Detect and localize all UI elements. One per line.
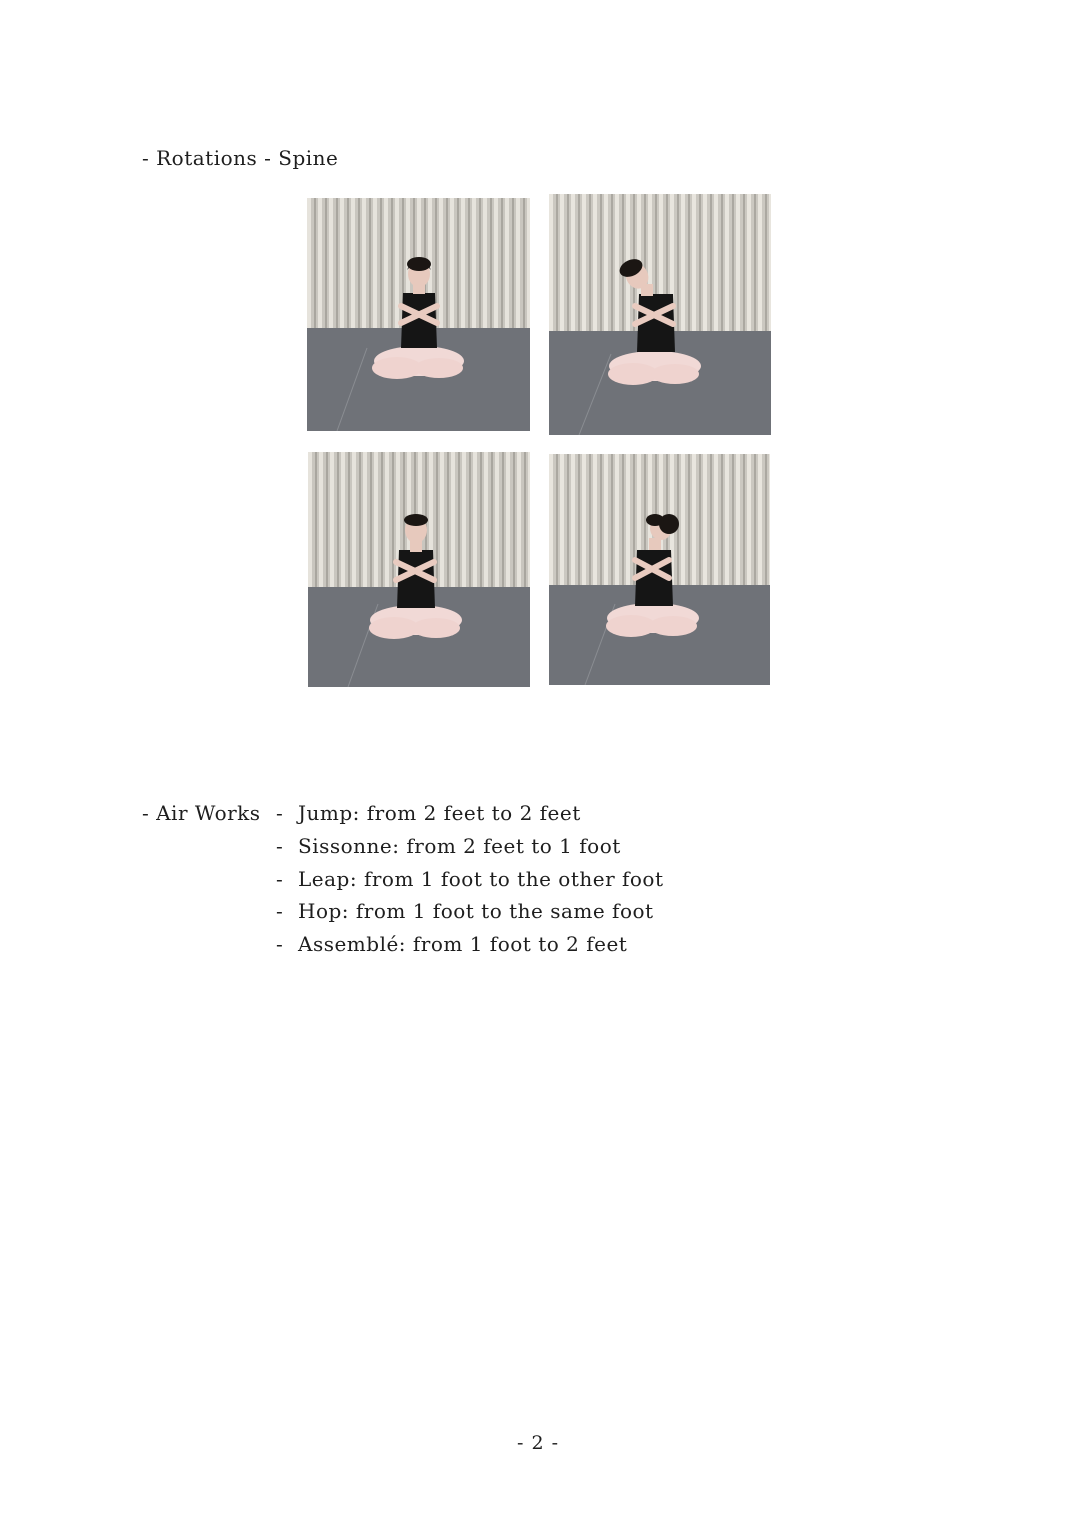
section-heading-air-works: - Air Works: [142, 801, 261, 825]
air-works-row: [142, 928, 664, 961]
air-works-row: [142, 830, 664, 863]
page-number: - 2 -: [516, 1432, 559, 1454]
list-item-jump: Jump: from 2 feet to 2 feet: [298, 801, 581, 825]
list-dash: -: [276, 866, 284, 891]
list-item-assemble: Assemblé: from 1 foot to 2 feet: [298, 932, 628, 957]
photo-rotation-4: [549, 454, 770, 685]
air-works-row: [142, 797, 664, 830]
air-works-section: [142, 797, 664, 961]
list-dash: -: [276, 932, 284, 957]
section-heading-rotations: - Rotations - Spine: [142, 146, 339, 170]
air-works-row: [142, 895, 664, 928]
air-works-row: [142, 863, 664, 896]
list-item-sissonne: Sissonne: from 2 feet to 1 foot: [298, 833, 621, 858]
photo-rotation-3: [308, 452, 530, 687]
photo-rotation-2: [549, 194, 771, 435]
list-dash: -: [276, 833, 284, 858]
list-item-leap: Leap: from 1 foot to the other foot: [298, 866, 664, 891]
list-dash: -: [276, 899, 284, 924]
list-item-hop: Hop: from 1 foot to the same foot: [298, 899, 654, 924]
photo-rotation-1: [307, 198, 530, 431]
list-dash: -: [276, 801, 284, 825]
